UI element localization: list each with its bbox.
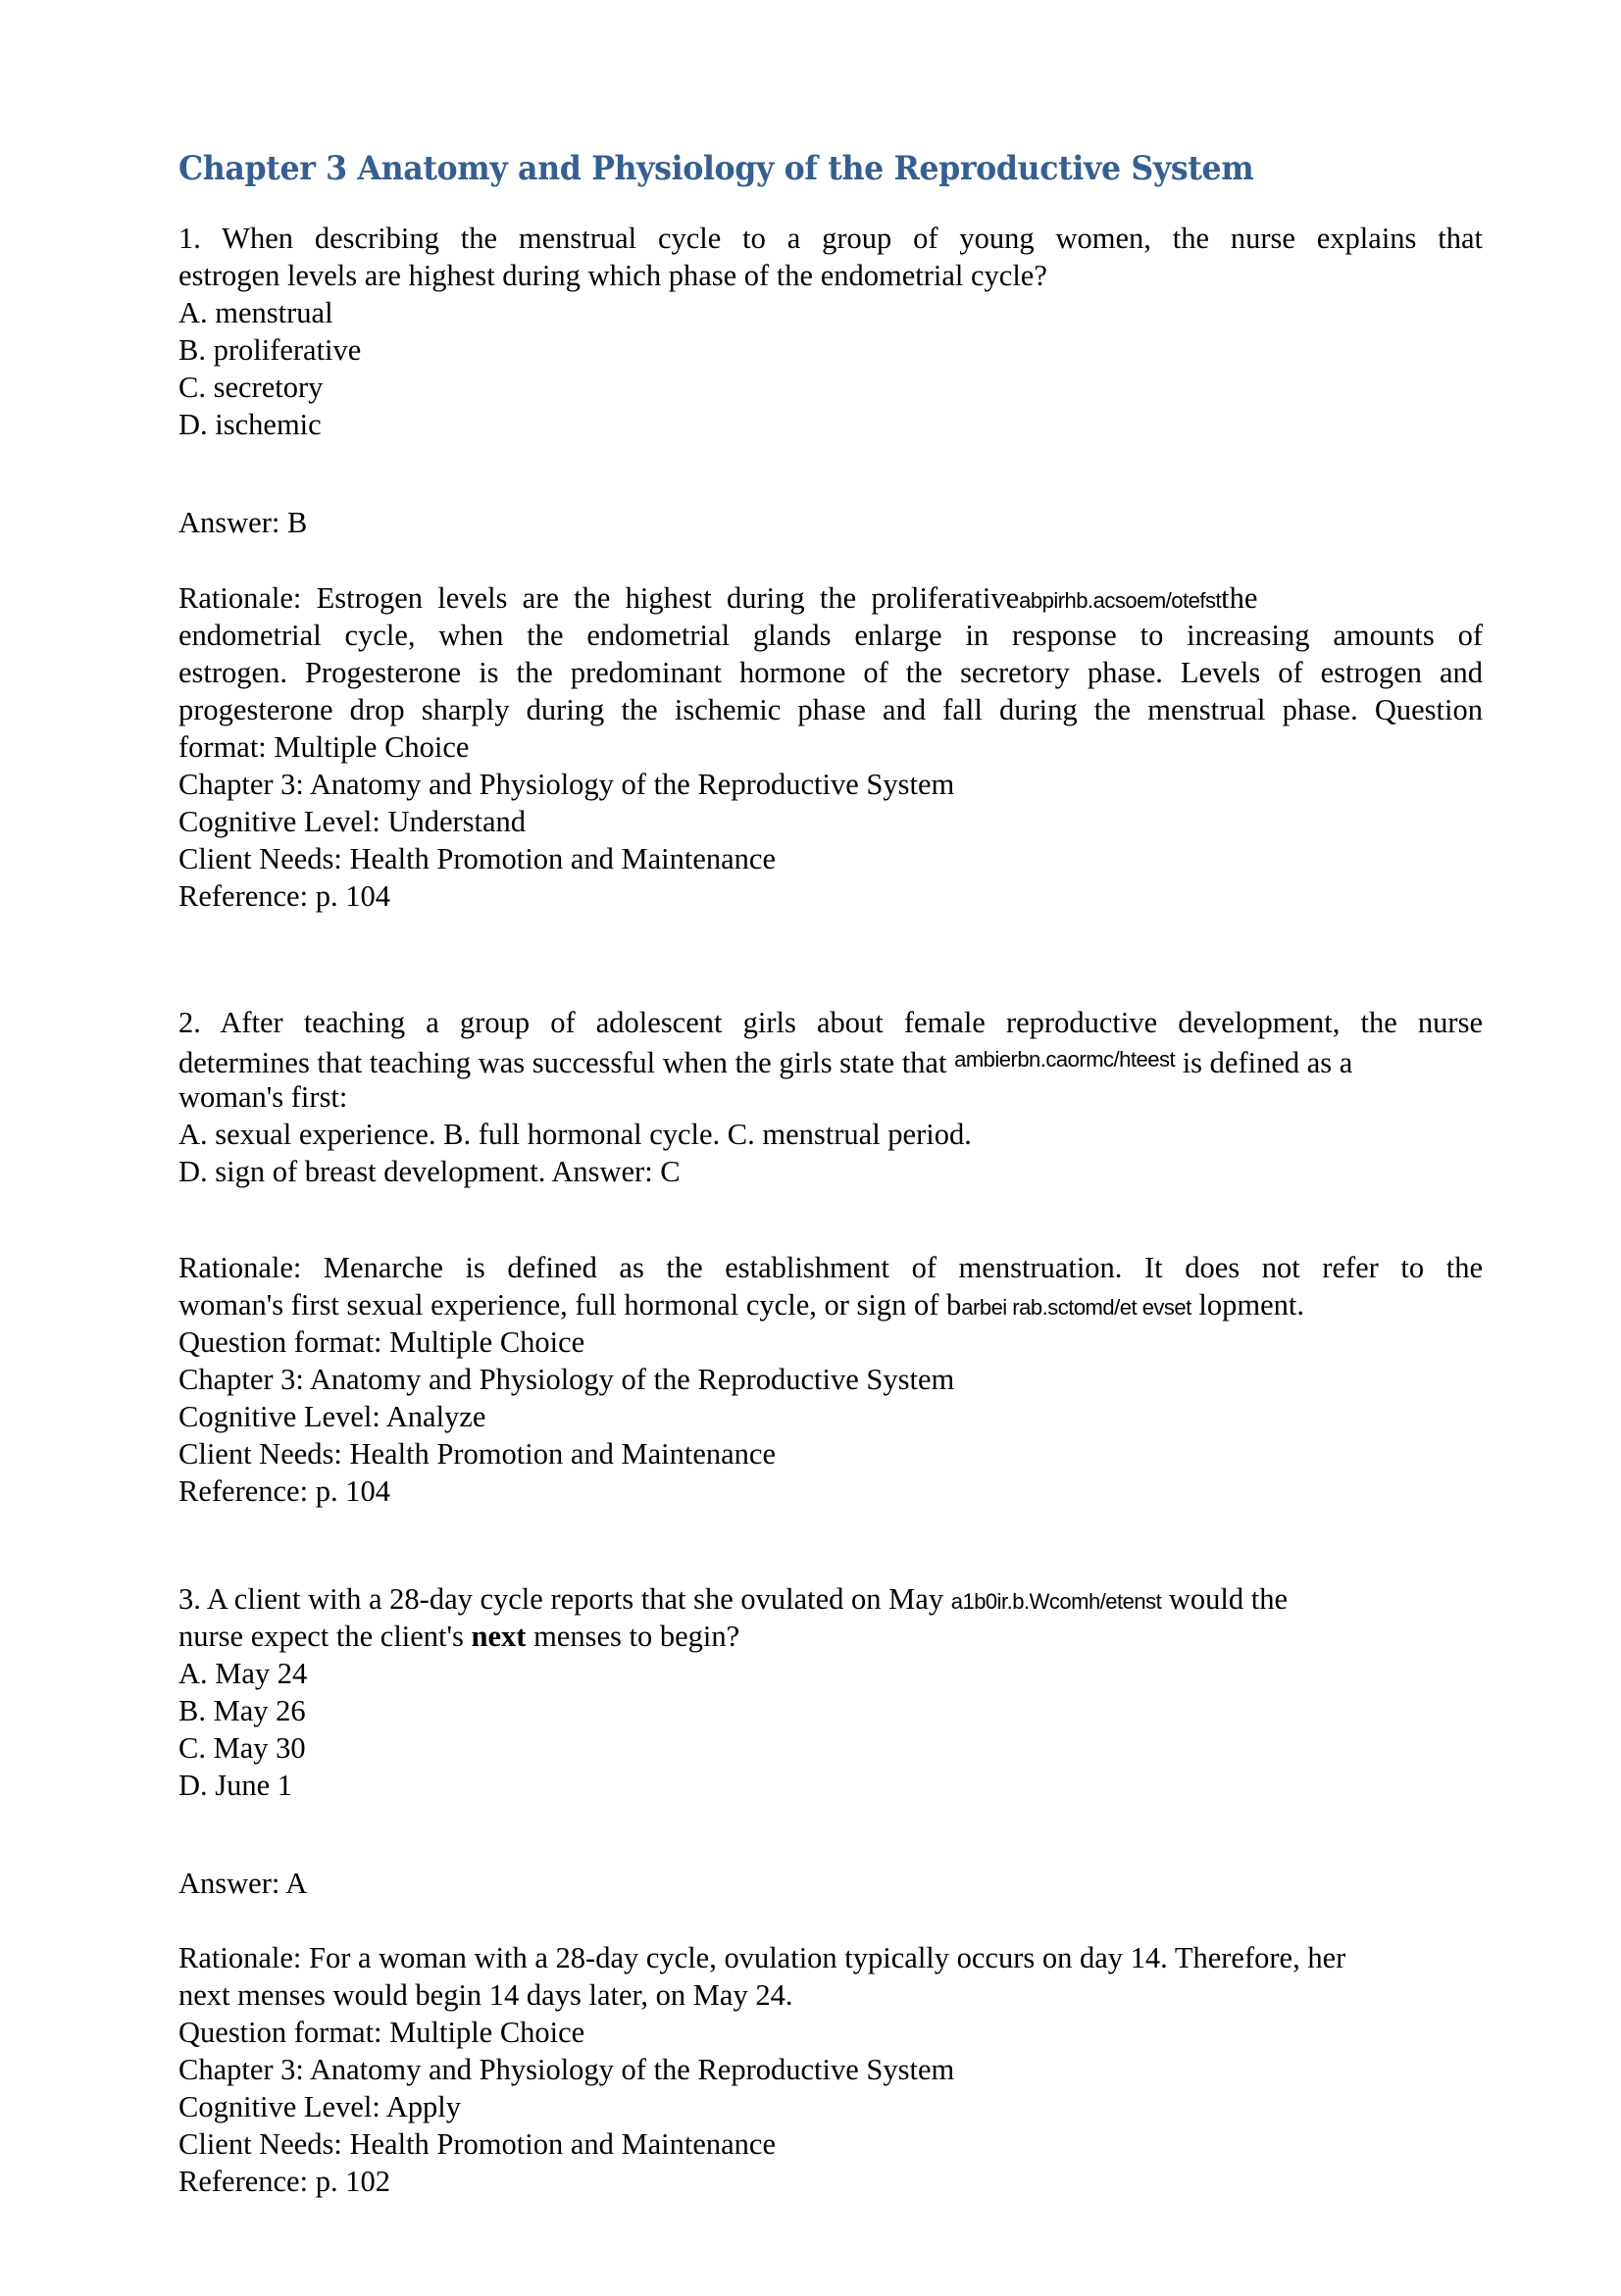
question-stem-segment: is defined as a	[1175, 1046, 1353, 1079]
answer-option-d: D. June 1	[178, 1769, 293, 1802]
question-stem-segment: nurse expect the client's	[178, 1620, 472, 1653]
question-format: format: Multiple Choice	[178, 730, 470, 764]
answer-option-b: B. proliferative	[178, 333, 362, 367]
answer-option-c: C. May 30	[178, 1731, 306, 1765]
question-stem: estrogen levels are highest during which phase of the endometrial cycle?	[178, 259, 1047, 292]
page-reference: Reference: p. 102	[178, 2165, 390, 2198]
page-title: Chapter 3 Anatomy and Physiology of the Reproductive System	[178, 149, 1254, 188]
rationale-text: progesterone drop sharply during the ischemic phase and fall during the menstrual phase. Question	[178, 693, 1483, 726]
correct-answer: Answer: B	[178, 506, 308, 539]
client-needs: Client Needs: Health Promotion and Maintenance	[178, 2127, 777, 2161]
correct-answer: Answer: A	[178, 1867, 308, 1900]
question-format: Question format: Multiple Choice	[178, 1325, 585, 1359]
question-stem-segment: menses to begin?	[526, 1620, 740, 1653]
garbled-watermark-text: arbei rab.sctomd/et evset	[961, 1295, 1191, 1320]
rationale-text: next menses would begin 14 days later, on May 24.	[178, 1978, 793, 2012]
rationale-text-segment: woman's first sexual experience, full hormonal cycle, or sign of b	[178, 1288, 962, 1322]
garbled-watermark-text: ambierbn.caormc/hteest	[954, 1047, 1176, 1072]
rationale-text: Rationale: Menarche is defined as the establishment of menstruation. It does not refer to the	[178, 1251, 1483, 1284]
question-stem-segment: determines that teaching was successful when the girls state that	[178, 1046, 955, 1079]
question-stem: woman's first:	[178, 1080, 348, 1114]
answer-option-b: B. May 26	[178, 1694, 306, 1727]
client-needs: Client Needs: Health Promotion and Maintenance	[178, 1437, 777, 1471]
rationale-text-segment: Rationale: Estrogen levels are the highest during the proliferative	[178, 581, 1020, 615]
question-stem-segment: would the	[1161, 1582, 1288, 1616]
rationale-text-segment: lopment.	[1190, 1288, 1304, 1322]
chapter-label: Chapter 3: Anatomy and Physiology of the Reproductive System	[178, 1363, 955, 1396]
emphasized-word: next	[471, 1620, 527, 1653]
question-format: Question format: Multiple Choice	[178, 2016, 585, 2049]
client-needs: Client Needs: Health Promotion and Maintenance	[178, 842, 777, 875]
chapter-label: Chapter 3: Anatomy and Physiology of the Reproductive System	[178, 768, 955, 801]
rationale-text	[178, 1286, 1304, 1326]
answer-option-a: A. menstrual	[178, 296, 333, 329]
cognitive-level: Cognitive Level: Analyze	[178, 1400, 486, 1433]
question-stem	[178, 1580, 1288, 1621]
question-stem: 2. After teaching a group of adolescent girls about female reproductive development, the nurse	[178, 1006, 1483, 1039]
answer-option-d-and-answer: D. sign of breast development. Answer: C	[178, 1155, 681, 1188]
rationale-text: estrogen. Progesterone is the predominant hormone of the secretory phase. Levels of estrogen and	[178, 656, 1483, 689]
garbled-watermark-text: abpirhb.acsoem/otefst	[1019, 588, 1222, 613]
rationale-text	[178, 579, 1257, 620]
chapter-label: Chapter 3: Anatomy and Physiology of the Reproductive System	[178, 2053, 955, 2086]
rationale-text: Rationale: For a woman with a 28-day cycle, ovulation typically occurs on day 14. Therefore, her	[178, 1941, 1346, 1974]
answer-option-d: D. ischemic	[178, 408, 322, 441]
cognitive-level: Cognitive Level: Understand	[178, 805, 527, 838]
garbled-watermark-text: a1b0ir.b.Wcomh/etenst	[950, 1589, 1162, 1614]
page-reference: Reference: p. 104	[178, 879, 390, 913]
cognitive-level: Cognitive Level: Apply	[178, 2090, 462, 2123]
answer-option-c: C. secretory	[178, 371, 324, 404]
answer-option-a: A. May 24	[178, 1657, 308, 1690]
page-reference: Reference: p. 104	[178, 1474, 390, 1508]
rationale-text-segment: the	[1221, 581, 1258, 615]
question-stem	[178, 1618, 739, 1655]
question-stem-segment: 3. A client with a 28-day cycle reports that she ovulated on May	[178, 1582, 951, 1616]
question-stem: 1. When describing the menstrual cycle to a group of young women, the nurse explains that	[178, 222, 1483, 255]
answer-options-abc: A. sexual experience. B. full hormonal cycle. C. menstrual period.	[178, 1118, 972, 1151]
question-stem	[178, 1041, 1352, 1081]
rationale-text: endometrial cycle, when the endometrial glands enlarge in response to increasing amounts of	[178, 619, 1483, 652]
